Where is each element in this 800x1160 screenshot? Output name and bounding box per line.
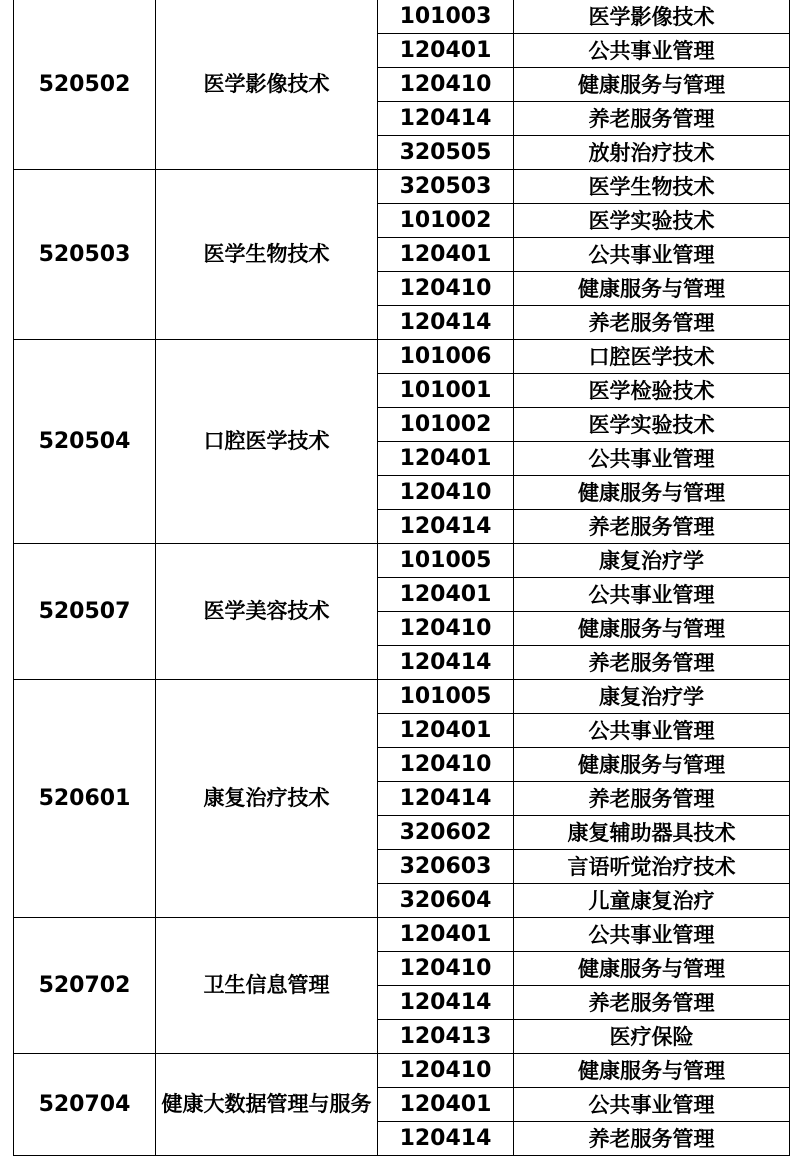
target-major-name: 儿童康复治疗 [514, 884, 790, 918]
target-major-code: 101001 [378, 374, 514, 408]
target-major-code: 320503 [378, 170, 514, 204]
table-row [14, 918, 790, 952]
table-body [14, 0, 790, 1156]
vocational-major-name: 康复治疗技术 [156, 680, 378, 918]
target-major-code: 320604 [378, 884, 514, 918]
vocational-major-name: 口腔医学技术 [156, 340, 378, 544]
target-major-code: 120414 [378, 782, 514, 816]
target-major-name: 医学影像技术 [514, 0, 790, 34]
vocational-major-code: 520601 [14, 680, 156, 918]
target-major-code: 120410 [378, 476, 514, 510]
target-major-name: 医疗保险 [514, 1020, 790, 1054]
target-major-name: 医学检验技术 [514, 374, 790, 408]
target-major-name: 康复治疗学 [514, 544, 790, 578]
target-major-name: 公共事业管理 [514, 578, 790, 612]
target-major-name: 公共事业管理 [514, 442, 790, 476]
vocational-major-name: 医学美容技术 [156, 544, 378, 680]
target-major-name: 康复治疗学 [514, 680, 790, 714]
target-major-code: 120401 [378, 442, 514, 476]
target-major-code: 120414 [378, 1122, 514, 1156]
target-major-name: 康复辅助器具技术 [514, 816, 790, 850]
target-major-name: 健康服务与管理 [514, 952, 790, 986]
vocational-major-name: 卫生信息管理 [156, 918, 378, 1054]
major-correspondence-table [13, 0, 790, 1156]
target-major-code: 120414 [378, 510, 514, 544]
target-major-code: 120401 [378, 578, 514, 612]
target-major-name: 健康服务与管理 [514, 476, 790, 510]
target-major-code: 101005 [378, 544, 514, 578]
target-major-name: 养老服务管理 [514, 646, 790, 680]
target-major-name: 言语听觉治疗技术 [514, 850, 790, 884]
target-major-code: 120410 [378, 272, 514, 306]
vocational-major-name: 健康大数据管理与服务 [156, 1054, 378, 1156]
target-major-name: 健康服务与管理 [514, 748, 790, 782]
target-major-name: 公共事业管理 [514, 918, 790, 952]
table-row [14, 340, 790, 374]
target-major-code: 120414 [378, 306, 514, 340]
target-major-code: 120401 [378, 34, 514, 68]
vocational-major-code: 520507 [14, 544, 156, 680]
target-major-code: 101005 [378, 680, 514, 714]
target-major-code: 120410 [378, 68, 514, 102]
target-major-code: 120414 [378, 646, 514, 680]
target-major-name: 养老服务管理 [514, 782, 790, 816]
target-major-name: 公共事业管理 [514, 34, 790, 68]
table-row [14, 170, 790, 204]
target-major-code: 120410 [378, 612, 514, 646]
target-major-name: 放射治疗技术 [514, 136, 790, 170]
target-major-code: 120401 [378, 1088, 514, 1122]
vocational-major-code: 520502 [14, 0, 156, 170]
target-major-code: 120414 [378, 986, 514, 1020]
vocational-major-name: 医学生物技术 [156, 170, 378, 340]
target-major-code: 320603 [378, 850, 514, 884]
target-major-code: 120401 [378, 918, 514, 952]
target-major-name: 医学实验技术 [514, 204, 790, 238]
target-major-code: 120410 [378, 748, 514, 782]
target-major-name: 健康服务与管理 [514, 612, 790, 646]
target-major-name: 公共事业管理 [514, 238, 790, 272]
target-major-name: 养老服务管理 [514, 986, 790, 1020]
target-major-name: 健康服务与管理 [514, 68, 790, 102]
target-major-name: 养老服务管理 [514, 510, 790, 544]
target-major-name: 公共事业管理 [514, 1088, 790, 1122]
vocational-major-code: 520702 [14, 918, 156, 1054]
target-major-name: 公共事业管理 [514, 714, 790, 748]
target-major-name: 养老服务管理 [514, 102, 790, 136]
target-major-code: 320505 [378, 136, 514, 170]
target-major-code: 320602 [378, 816, 514, 850]
target-major-code: 120413 [378, 1020, 514, 1054]
target-major-code: 120414 [378, 102, 514, 136]
table-row [14, 544, 790, 578]
target-major-name: 口腔医学技术 [514, 340, 790, 374]
target-major-name: 养老服务管理 [514, 1122, 790, 1156]
target-major-name: 医学生物技术 [514, 170, 790, 204]
target-major-name: 健康服务与管理 [514, 1054, 790, 1088]
target-major-code: 101003 [378, 0, 514, 34]
target-major-code: 101006 [378, 340, 514, 374]
target-major-code: 120410 [378, 952, 514, 986]
target-major-name: 医学实验技术 [514, 408, 790, 442]
target-major-code: 101002 [378, 204, 514, 238]
target-major-code: 120401 [378, 238, 514, 272]
target-major-code: 120401 [378, 714, 514, 748]
table-row [14, 0, 790, 34]
target-major-name: 养老服务管理 [514, 306, 790, 340]
target-major-name: 健康服务与管理 [514, 272, 790, 306]
vocational-major-code: 520503 [14, 170, 156, 340]
vocational-major-code: 520504 [14, 340, 156, 544]
table-row [14, 1054, 790, 1088]
target-major-code: 101002 [378, 408, 514, 442]
table-row [14, 680, 790, 714]
vocational-major-code: 520704 [14, 1054, 156, 1156]
vocational-major-name: 医学影像技术 [156, 0, 378, 170]
target-major-code: 120410 [378, 1054, 514, 1088]
